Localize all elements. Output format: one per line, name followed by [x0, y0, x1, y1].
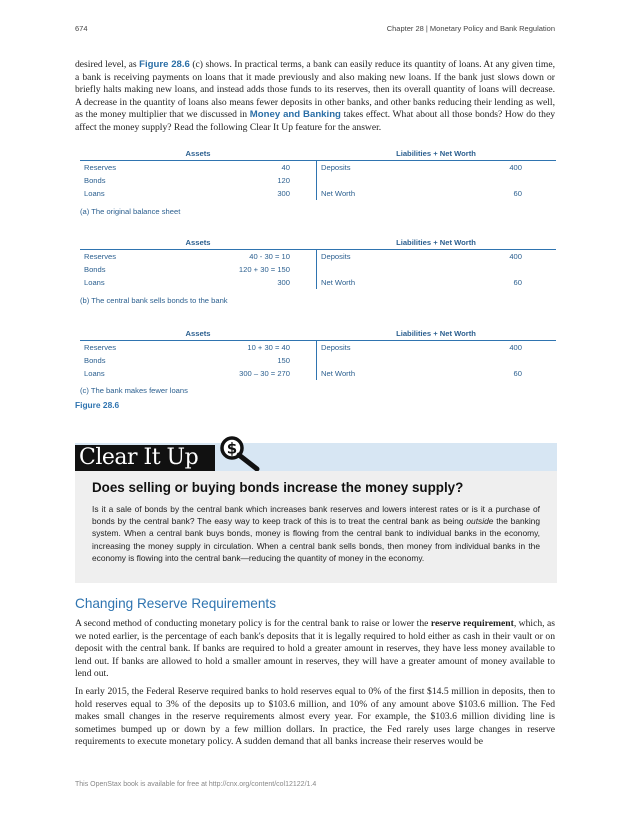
answer-italic: outside [466, 516, 494, 527]
answer-text-1: Is it a sale of bonds by the central bank which increases bank reserves and lowers interest rates or is it a purchase of bonds by the central bank? The easy way to keep track of this is to treat the central bank as being [92, 504, 540, 527]
intro-text-3: takes effect. What about all those bonds? How do they affect the money supply? Read the following Clear It Up feature for the answer. [75, 109, 556, 133]
asset-row [84, 161, 290, 174]
asset-label: Bonds [84, 356, 106, 365]
asset-label: Bonds [84, 265, 106, 274]
reserve-requirement-term: reserve requirement [430, 618, 514, 629]
asset-value: 40 [281, 163, 290, 172]
asset-value: 300 [277, 189, 290, 198]
liability-row [321, 367, 522, 380]
asset-row [84, 276, 290, 289]
asset-row [84, 174, 290, 187]
assets-header: Assets [185, 238, 211, 247]
svg-text:$: $ [226, 439, 238, 458]
liability-label: Net Worth [321, 278, 356, 287]
figure-caption-a: (a) The original balance sheet [80, 207, 181, 216]
liability-row [321, 161, 522, 174]
section-paragraph-1 [75, 618, 555, 681]
page-number: 674 [75, 24, 88, 33]
intro-text-2: (c) shows. In practical terms, a bank can easily reduce its quantity of loans. At any given time, a bank is receiving payments on loans that it made previously and also making new loans. If the bank just slows down or briefly halts making new loans, and instead adds those funds to its reserves, then its overall quantity of loans will decrease. A decrease in the quantity of loans also means fewer deposits in other banks, and other banks reducing their lending as well, as the money multiplier that we discussed in [75, 59, 556, 121]
balance-sheet-b [80, 236, 556, 289]
asset-label: Loans [84, 369, 105, 378]
liability-value: 400 [509, 343, 522, 352]
liability-row [321, 341, 522, 354]
p1-text-2: , which, as we noted earlier, is the percentage of each bank's deposits that it is legally required to hold either as cash in their vault or on deposit with the central bank. If banks are required to hold a greater amount in reserves, they have less money available to lend out. If banks are allowed to hold a smaller amount in reserves, they will have a greater amount of money available to lend out. [75, 618, 555, 680]
asset-label: Bonds [84, 176, 106, 185]
figure-caption-c: (c) The bank makes fewer loans [80, 386, 188, 395]
magnifier-dollar-icon [216, 433, 262, 473]
asset-value: 120 + 30 = 150 [238, 265, 290, 274]
liability-value: 60 [513, 278, 522, 287]
p1-text-1: A second method of conducting monetary policy is for the central bank to raise or lower the [75, 618, 431, 629]
liabilities-header: Liabilities + Net Worth [396, 329, 476, 338]
liability-value: 60 [513, 189, 522, 198]
assets-header: Assets [185, 329, 211, 338]
asset-row [84, 367, 290, 380]
asset-value: 120 [277, 176, 290, 185]
liability-row [321, 263, 522, 276]
section-paragraph-2: In early 2015, the Federal Reserve required banks to hold reserves equal to 0% of the first $14.5 million in deposits, then to hold reserves equal to 3% of the deposits up to $103.6 million, and 10% of any amount above $103.6 million. The Fed makes small changes in the reserve requirements almost every year. For example, the $103.6 million dividing line is sometimes bumped up or down by a few million dollars. In practice, the Fed rarely uses large changes in reserve requirements to execute monetary policy. A sudden demand that all banks increase their reserves would be [75, 686, 555, 748]
liability-row [321, 250, 522, 263]
liabilities-header: Liabilities + Net Worth [396, 238, 476, 247]
section-title: Changing Reserve Requirements [75, 596, 276, 611]
clear-it-up-label: Clear It Up [75, 445, 215, 471]
liability-value: 60 [513, 369, 522, 378]
liability-row [321, 276, 522, 289]
figure-label: Figure 28.6 [75, 400, 120, 410]
asset-value: 10 + 30 = 40 [247, 343, 290, 352]
asset-row [84, 263, 290, 276]
liability-row [321, 354, 522, 367]
figure-caption-b: (b) The central bank sells bonds to the bank [80, 296, 228, 305]
clear-it-up-answer [92, 503, 540, 564]
asset-value: 40 - 30 = 10 [249, 252, 290, 261]
asset-label: Reserves [84, 343, 117, 352]
chapter-header: Chapter 28 | Monetary Policy and Bank Regulation [386, 24, 555, 33]
asset-label: Reserves [84, 163, 117, 172]
liabilities-header: Liabilities + Net Worth [396, 149, 476, 158]
figure-link[interactable]: Figure 28.6 [139, 59, 190, 70]
liability-row [321, 187, 522, 200]
asset-label: Loans [84, 189, 105, 198]
asset-label: Loans [84, 278, 105, 287]
liability-label: Deposits [321, 343, 351, 352]
asset-row [84, 187, 290, 200]
assets-header: Assets [185, 149, 211, 158]
liability-row [321, 174, 522, 187]
liability-value: 400 [509, 163, 522, 172]
money-and-banking-link[interactable]: Money and Banking [249, 109, 341, 121]
intro-text-1: desired level, as [75, 59, 140, 70]
intro-paragraph [75, 59, 555, 135]
asset-row [84, 341, 290, 354]
liability-label: Deposits [321, 163, 351, 172]
balance-sheet-c [80, 327, 556, 380]
asset-label: Reserves [84, 252, 117, 261]
liability-label: Net Worth [321, 189, 356, 198]
page-footer: This OpenStax book is available for free at http://cnx.org/content/col12122/1.4 [75, 781, 317, 788]
asset-row [84, 354, 290, 367]
clear-it-up-question: Does selling or buying bonds increase the money supply? [92, 480, 464, 495]
asset-row [84, 250, 290, 263]
asset-value: 300 – 30 = 270 [239, 369, 290, 378]
liability-label: Deposits [321, 252, 351, 261]
liability-value: 400 [509, 252, 522, 261]
asset-value: 300 [277, 278, 290, 287]
asset-value: 150 [277, 356, 290, 365]
liability-label: Net Worth [321, 369, 356, 378]
balance-sheet-a [80, 147, 556, 200]
answer-text-2: the banking system. When a central bank buys bonds, money is flowing from the central bank to individual banks in the economy, increasing the money supply in circulation. When a central bank sells bonds, then money from individual banks in the economy is flowing into the central bank—reducing the quantity of money in the economy. [92, 516, 540, 563]
